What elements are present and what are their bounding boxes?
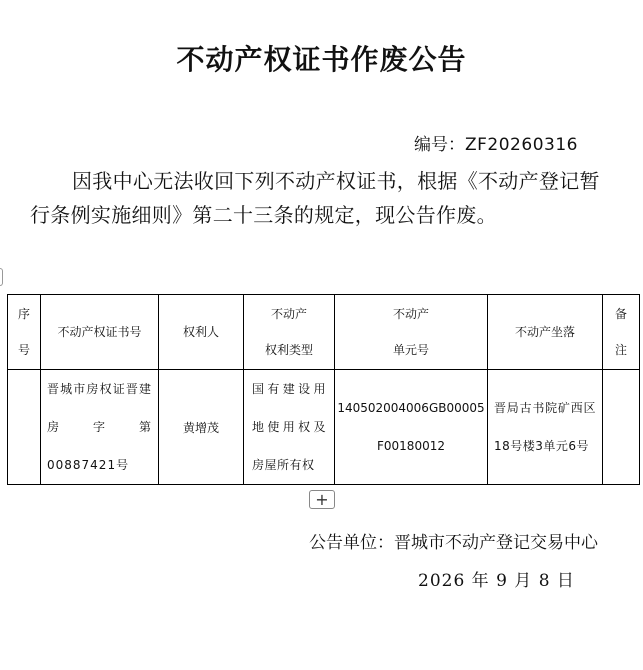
notice-date: 2026 年 9 月 8 日 bbox=[418, 571, 575, 591]
document-number bbox=[414, 130, 578, 155]
cell-right-type: 国有建设用地使用权及房屋所有权 bbox=[244, 370, 335, 485]
table-row bbox=[8, 370, 640, 485]
header-remark: 备 注 bbox=[603, 295, 640, 370]
header-unit-no: 不动产 单元号 bbox=[335, 295, 488, 370]
header-right-type: 不动产 权利类型 bbox=[244, 295, 335, 370]
header-seq: 序 号 bbox=[8, 295, 41, 370]
cell-cert-no: 晋城市房权证晋建房字第00887421号 bbox=[41, 370, 159, 485]
document-number-label: 编号： bbox=[414, 135, 465, 155]
cell-holder: 黄增茂 bbox=[159, 370, 244, 485]
header-location: 不动产坐落 bbox=[488, 295, 603, 370]
certificate-table bbox=[7, 294, 640, 485]
notice-title: 不动产权证书作废公告 bbox=[176, 43, 467, 76]
header-cert-no: 不动产权证书号 bbox=[41, 295, 159, 370]
row-handle[interactable] bbox=[0, 268, 3, 286]
cell-remark bbox=[603, 370, 640, 485]
cell-location: 晋局古书院矿西区18号楼3单元6号 bbox=[488, 370, 603, 485]
table-header-row bbox=[8, 295, 640, 370]
document-number-value: ZF20260316 bbox=[465, 135, 578, 155]
header-holder: 权利人 bbox=[159, 295, 244, 370]
issuing-unit: 公告单位：晋城市不动产登记交易中心 bbox=[309, 533, 598, 553]
cell-unit-no: 140502004006GB00005 F00180012 bbox=[335, 370, 488, 485]
add-row-button[interactable]: + bbox=[309, 490, 335, 509]
cell-seq bbox=[8, 370, 41, 485]
notice-body: 因我中心无法收回下列不动产权证书，根据《不动产登记暂行条例实施细则》第二十三条的规定，现公告作废。 bbox=[30, 169, 600, 227]
